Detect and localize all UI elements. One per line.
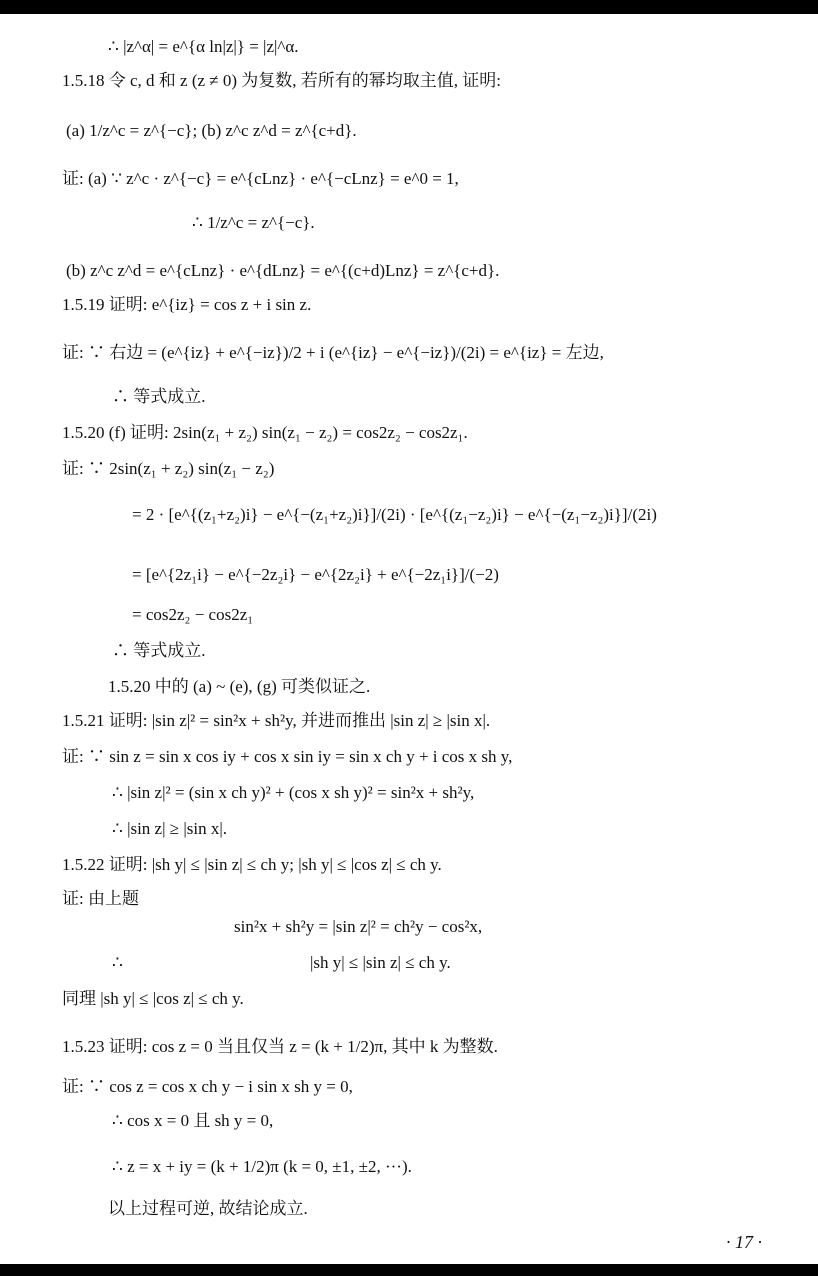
- problem-heading: 1.5.21 证明: |sin z|² = sin²x + sh²y, 并进而推出 |sin z| ≥ |sin x|.: [62, 711, 491, 730]
- math-line: (b) z^c z^d = e^{cLnz} · e^{dLnz} = e^{(c+d)Lnz} = z^{c+d}.: [66, 261, 500, 280]
- problem-heading: 1.5.23 证明: cos z = 0 当且仅当 z = (k + 1/2)π, 其中 k 为整数.: [62, 1037, 498, 1056]
- problem-heading: 1.5.18 令 c, d 和 z (z ≠ 0) 为复数, 若所有的幂均取主值, 证明:: [62, 71, 502, 90]
- math-line: = 2 · [e^{(z₁+z₂)i} − e^{−(z₁+z₂)i}]/(2i) · [e^{(z₁−z₂)i} − e^{−(z₁−z₂)i}]/(2i): [132, 505, 657, 524]
- proof-line: 证: ∵ 2sin(z₁ + z₂) sin(z₁ − z₂): [62, 459, 275, 478]
- math-line: ∴ |sin z|² = (sin x ch y)² + (cos x sh y)² = sin²x + sh²y,: [112, 783, 475, 802]
- problem-heading: 1.5.22 证明: |sh y| ≤ |sin z| ≤ ch y; |sh y| ≤ |cos z| ≤ ch y.: [62, 855, 442, 874]
- math-line: ∴ cos x = 0 且 sh y = 0,: [112, 1111, 274, 1130]
- math-line: (a) 1/z^c = z^{−c}; (b) z^c z^d = z^{c+d}.: [66, 121, 357, 140]
- math-line: ∴ 等式成立.: [112, 641, 206, 660]
- proof-line: 证: ∵ cos z = cos x ch y − i sin x sh y = 0,: [62, 1077, 353, 1096]
- math-line: |sh y| ≤ |sin z| ≤ ch y.: [310, 953, 451, 972]
- text-line: 以上过程可逆, 故结论成立.: [108, 1199, 308, 1218]
- math-line: = [e^{2z₁i} − e^{−2z₂i} − e^{2z₂i} + e^{−2z₁i}]/(−2): [132, 565, 499, 584]
- problem-heading: 1.5.20 (f) 证明: 2sin(z₁ + z₂) sin(z₁ − z₂) = cos2z₂ − cos2z₁.: [62, 423, 468, 442]
- page-number: · 17 ·: [726, 1232, 762, 1252]
- top-border: [0, 0, 818, 14]
- problem-heading: 1.5.19 证明: e^{iz} = cos z + i sin z.: [62, 295, 312, 314]
- text-line: 1.5.20 中的 (a) ~ (e), (g) 可类似证之.: [108, 677, 371, 696]
- text-line: 同理 |sh y| ≤ |cos z| ≤ ch y.: [62, 989, 244, 1008]
- proof-line: 证: 由上题: [62, 889, 139, 908]
- math-line: ∴ 等式成立.: [112, 387, 206, 406]
- math-line: ∴ 1/z^c = z^{−c}.: [192, 213, 315, 232]
- math-line: = cos2z₂ − cos2z₁: [132, 605, 254, 624]
- math-line: ∴ z = x + iy = (k + 1/2)π (k = 0, ±1, ±2, ···).: [112, 1157, 412, 1176]
- proof-line: 证: ∵ sin z = sin x cos iy + cos x sin iy = sin x ch y + i cos x sh y,: [62, 747, 513, 766]
- math-line: ∴ |z^α| = e^{α ln|z|} = |z|^α.: [108, 37, 299, 56]
- math-line: sin²x + sh²y = |sin z|² = ch²y − cos²x,: [234, 917, 483, 936]
- math-line: ∴ |sin z| ≥ |sin x|.: [112, 819, 227, 838]
- bottom-border: [0, 1264, 818, 1276]
- math-line: ∴: [112, 953, 123, 972]
- proof-line: 证: ∵ 右边 = (e^{iz} + e^{−iz})/2 + i (e^{iz} − e^{−iz})/(2i) = e^{iz} = 左边,: [62, 343, 604, 362]
- proof-line: 证: (a) ∵ z^c · z^{−c} = e^{cLnz} · e^{−cLnz} = e^0 = 1,: [62, 169, 459, 188]
